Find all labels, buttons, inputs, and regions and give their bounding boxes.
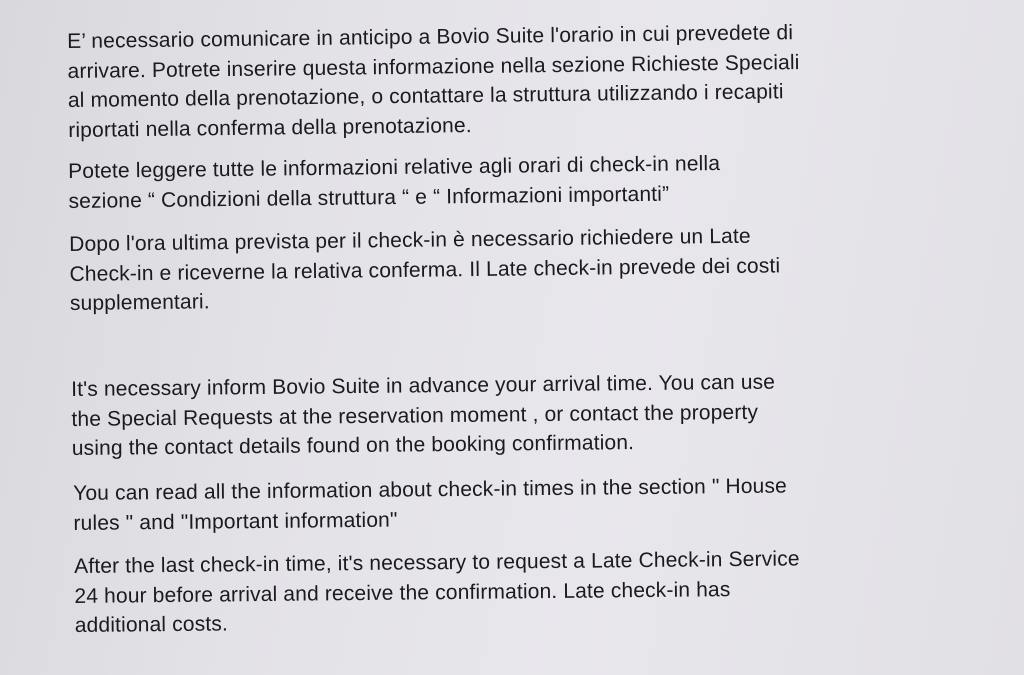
italian-checkin-info-paragraph: Potete leggere tutte le informazioni relative agli orari di check-in nella sezione “ Condizioni della struttura “ e “ Informazioni importanti”	[68, 152, 721, 213]
english-checkin-info-paragraph: You can read all the information about check-in times in the section " House rules " and "Important information"	[73, 474, 788, 535]
english-arrival-time-paragraph: It's necessary inform Bovio Suite in advance your arrival time. You can use the Special Requests at the reservation moment , or contact the property using the contact details found on the booking confirmation.	[71, 370, 776, 460]
english-late-checkin-paragraph: After the last check-in time, it's necessary to request a Late Check-in Service 24 hour before arrival and receive the confirmation. Late check-in has additional costs.	[74, 547, 800, 637]
italian-arrival-time-paragraph: E’ necessario comunicare in anticipo a Bovio Suite l'orario in cui prevedete di arrivare. Potrete inserire questa informazione nella sezione Richieste Speciali al momento della prenotazione, o contattare la struttura utilizzando i recapiti riportati nella conferma della prenotazione.	[67, 21, 800, 142]
italian-late-checkin-paragraph: Dopo l'ora ultima prevista per il check-in è necessario richiedere un Late Check-in e riceverne la relativa conferma. Il Late check-in prevede dei costi supplementari.	[69, 224, 781, 315]
